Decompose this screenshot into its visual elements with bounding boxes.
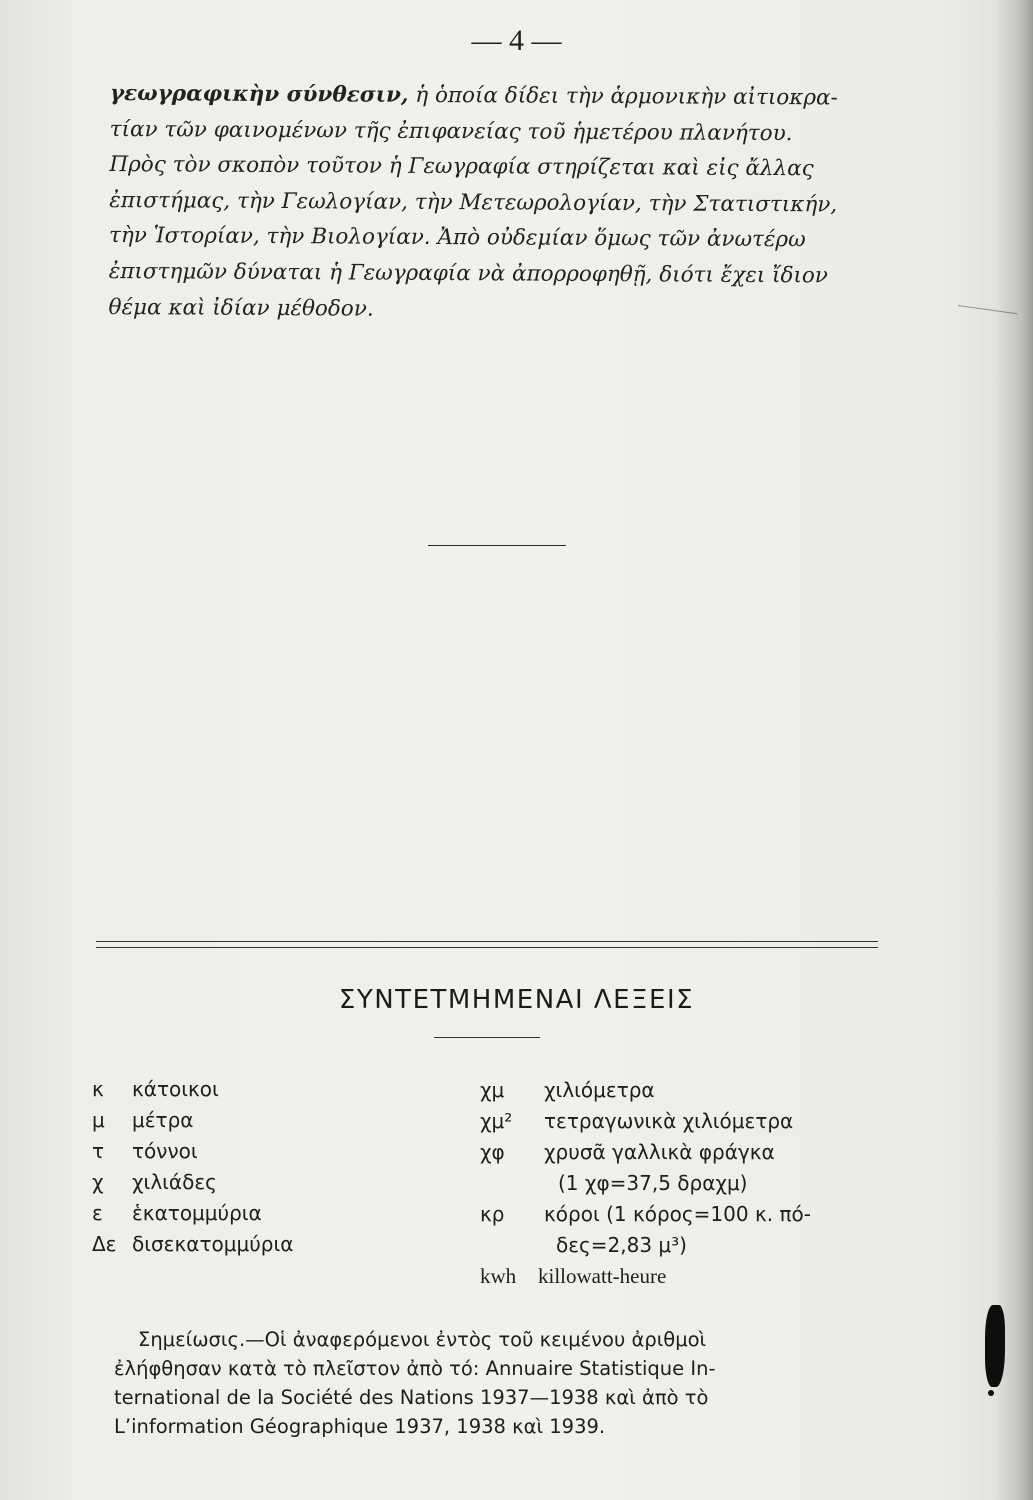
abbreviation-continuation-row [480, 1230, 811, 1261]
binding-ink-mark [985, 1305, 1005, 1387]
abbreviation-value: χιλιόμετρα [544, 1078, 655, 1102]
abbreviation-value: μέτρα [132, 1108, 194, 1132]
abbreviation-value: τετραγωνικὰ χιλιόμετρα [544, 1109, 794, 1133]
abbreviation-key: μ [92, 1108, 105, 1132]
abbreviation-row [92, 1074, 293, 1105]
intro-line: θέμα καὶ ἰδίαν μέθοδον. [108, 294, 374, 322]
abbreviation-key: κ [92, 1077, 104, 1101]
abbreviations-title: ΣΥΝΤΕΤΜΗΜΕΝΑΙ ΛΕΞΕΙΣ [338, 985, 695, 1015]
abbreviation-key: χμ² [480, 1109, 513, 1133]
abbreviation-value: χιλιάδες [132, 1170, 217, 1194]
abbreviation-key: χφ [480, 1140, 505, 1164]
abbreviation-value: χρυσᾶ γαλλικὰ φράγκα [544, 1140, 775, 1164]
intro-line [110, 76, 910, 116]
intro-line: ἐπιστήμας, τὴν Γεωλογίαν, τὴν Μετεωρολογίαν, τὴν Στατιστικήν, [109, 187, 838, 218]
abbreviation-row [480, 1106, 811, 1137]
page-edge-shadow [995, 0, 1033, 1500]
page-number: — 4 — [471, 24, 562, 57]
abbreviation-row [92, 1136, 293, 1167]
abbreviation-value: κόροι (1 κόρος=100 κ. πό- [544, 1202, 811, 1226]
intro-line: τὴν Ἱστορίαν, τὴν Βιολογίαν. Ἀπὸ οὐδεμίαν ὅμως τῶν ἀνωτέρω [108, 223, 806, 253]
intro-line: Πρὸς τὸν σκοπὸν τοῦτον ἡ Γεωγραφία στηρίζεται καὶ εἰς ἄλλας [109, 152, 814, 182]
abbreviation-value: ἑκατομμύρια [132, 1201, 262, 1225]
footnote [114, 1325, 888, 1441]
abbreviation-row [480, 1199, 811, 1230]
footnote-line: L’information Géographique 1937, 1938 καὶ 1939. [114, 1415, 606, 1438]
intro-paragraph [108, 76, 910, 330]
title-underline [434, 1037, 540, 1038]
abbreviation-row [480, 1137, 811, 1168]
abbreviation-key: Δε [92, 1232, 117, 1256]
abbreviation-value: (1 χφ=37,5 δραχμ) [558, 1171, 748, 1195]
section-divider [428, 545, 566, 546]
abbreviation-key: ε [92, 1201, 103, 1225]
abbreviation-key: kwh [480, 1264, 517, 1288]
abbreviation-row [92, 1229, 293, 1260]
abbreviations-left-column [92, 1074, 293, 1260]
abbreviation-key: χ [92, 1170, 104, 1194]
intro-line: τίαν τῶν φαινομένων τῆς ἐπιφανείας τοῦ ἡμετέρου πλανήτου. [109, 116, 793, 146]
abbreviation-value: δες=2,83 μ³) [556, 1233, 687, 1257]
abbreviation-value: τόννοι [132, 1139, 198, 1163]
footnote-line: ternational de la Société des Nations 1937—1938 καὶ ἀπὸ τὸ [114, 1386, 709, 1409]
abbreviation-row [480, 1261, 811, 1292]
abbreviation-key [480, 1168, 544, 1199]
abbreviation-key: κρ [480, 1202, 505, 1226]
abbreviation-row [92, 1167, 293, 1198]
intro-first-line-rest: ἡ ὁποία δίδει τὴν ἁρμονικὴν αἰτιοκρα- [408, 82, 838, 111]
intro-line: ἐπιστημῶν δύναται ἡ Γεωγραφία νὰ ἀπορροφηθῇ, διότι ἔχει ἴδιον [108, 258, 828, 289]
abbreviation-key [480, 1230, 544, 1261]
abbreviation-value: killowatt-heure [538, 1264, 667, 1288]
abbreviation-value: κάτοικοι [132, 1077, 219, 1101]
abbreviations-right-column [480, 1075, 811, 1292]
double-rule [96, 941, 878, 948]
abbreviation-value: δισεκατομμύρια [132, 1232, 294, 1256]
abbreviation-continuation-row [480, 1168, 811, 1199]
abbreviation-row [92, 1198, 293, 1229]
footnote-line: ἐλήφθησαν κατὰ τὸ πλεῖστον ἀπὸ τό: Annuaire Statistique In- [114, 1357, 716, 1380]
abbreviation-key: χμ [480, 1078, 505, 1102]
intro-lead-bold: γεωγραφικὴν σύνθεσιν, [109, 80, 409, 108]
binding-ink-dot [988, 1390, 994, 1396]
abbreviation-row [480, 1075, 811, 1106]
abbreviation-key: τ [92, 1139, 105, 1163]
footnote-line: Σημείωσις.—Οἱ ἀναφερόμενοι ἐντὸς τοῦ κειμένου ἀριθμοὶ [138, 1328, 707, 1351]
abbreviation-row [92, 1105, 293, 1136]
